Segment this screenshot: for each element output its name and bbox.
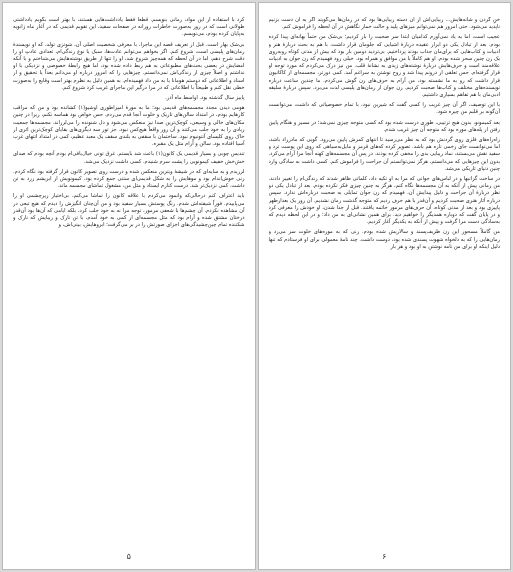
- left-page: [2, 2, 256, 570]
- paragraph: پاییز سال گذشته بود. اواسط ماه آذر.: [165, 95, 245, 102]
- paragraph: عجیب است، اما به یاد نمی‌آورم کدامیان ابتدا سر صحبت را باز کردیم؛ بی‌شک من حتماً بهانه‌ای پیدا کرده بودم. بعد از تبادل یکی دو ابراز عقیده دربارهٔ اشیایی که جلومان قرار داشت، با هم به بحث دربارهٔ هنر و ادبیات و کتاب‌هایی که برای‌مان جذاب بودند پرداختیم. بی‌تردید دومین بار بود که بیش از مدتی کوتاه روبه‌روی یک زن چنین سحر شده بودم. او هم کاملاً با من موافق و همراه بود. خیلی زود فهمیدم که زن جوان به ادبیات علاقه‌مند است و حرف‌هایش دربارهٔ نوشته‌های ژیدی به نشانهٔ قلب. من نیز درک می‌کردم که مورد توجه او قرار گرفته‌ام. حس تعلقی از درونم پیدا شد و روح نوشتن به سراغم آمد. کمی دورتر، مجسمه‌ای از کاکانیون قرار داشت که رو به ما نشسته بود، من آرام به حرف‌های زن گوش می‌کردم. ما چندین ساعت درباره نویسنده‌های مختلف و کتاب‌ها صحبت کردیم. زن جوان از رمان‌های پلیسی لذت می‌برد. سپس دربارهٔ سلیقه ادبی‌مان با هم تفاهم بسیاری داشتیم.: [268, 34, 500, 99]
- page-number: ۶: [382, 552, 387, 561]
- page-number: ۵: [126, 552, 131, 561]
- left-page-text: [13, 17, 245, 545]
- right-page-text: [269, 17, 501, 545]
- paragraph: در ساخت گرانبها و در لباس‌های جوانی که مرا به او تکیه داد، کلماتی ظاهر شدند که زندگی‌ام را تغییر دادند. من زمانی پیش از آنکه به آن مجسمه‌ها نگاه کنم، هرگز به چنین چیزی فکر نکرده بودم. بعد از تبادل یکی دو نظر دربارهٔ آن جراحت و دلیل پیدایش آن، فهمیدم که زن جوان تمایلی به صحبت درباره‌اش ندارد. سپس درباره آثار هنری صحبت کردیم و آن‌قدر با هم حرف زدیم که متوجه گذشت زمان نشدیم. آن روز یک بعدازظهر پاییزی بود و بعد از مدتی کوتاه، آن حرف‌های مرموز خاتمه یافتند. قبل از جدا شدن، او خودش را معرفی کرد و در پایان گفت که دوباره همدیگر را خواهیم دید. برای همین نشانی‌ای به من داد؛ و در این لحظه دیدم که به‌سادگی دست مرا گرفت و پیش از آنکه به یکدیگر آغاز کردیم.: [268, 176, 500, 226]
- book-spread: [2, 2, 511, 570]
- paragraph: با این توصیف، اگر آن چیز غریب را کسی گفت که شیرین نبود، با تمام خصوصیاتی که داشت، می‌توانست آن‌گونه بر قلبم من چیره شود.: [268, 102, 500, 116]
- paragraph: خنِ گردن و شانه‌هایش... زیبایی‌اش از آن دسته زیبایی‌ها بود که در رمان‌ها می‌گویند اگر به آن دست بزنیم ناپدید می‌شود. حتی امروز هم نمی‌توانم میزهای پلید و حالت خمار نگاهش در آن لحظه را فراموش کنم.: [268, 17, 500, 31]
- paragraph: باید اعتراف کنم درحالی‌که وانمود می‌کردم با علاقه کانون را تماشا می‌کنم، بی‌اختیار زیرچشمی او را می‌پاییدم. فوراً شیفته‌اش شدم. رنگ پوستش بسیار سفید بود و من آن‌چنان انگیزش را دیدم که هیچ تبعی در آن مشاهده نکردم. آن چشم‌ها با شعفی مرموز، توجه مرا نه به خود جلب کرد، بلکه ایامی که آن‌ها بود آن‌قدر درختان مشتق شده و آرام بود که مثل مجسمه‌ای از کمی به خود آمدم، با تن نازک و زیبایش که نازک و شکننده تمام چین‌چشیدگی‌های اجزای صورتش را در بر می‌گرفت؛ ابروهایش، بینی‌اش، و: [13, 193, 245, 229]
- paragraph: من گاملاً مسحور این زن ظریف‌پسند و سالاریش شده بودم. زنی که به موزه‌های خلوت سر می‌زد و رمان‌هایی را که به دلخواه شهوت پسندی شده بود، دوست داشت. چند نامهٔ معمولی برای او فرستادم که تنها دلیل اینکه او برای من نامه نوشتن به او بود و هر بار: [268, 229, 500, 250]
- paragraph: لرزیدم و به سایه‌ای که در شیشهٔ ویترین منعکس شده و درست روی تصویر کانون قرار گرفته بود نگاه کردم. زنی خوش‌اندام بود و موهایش را به شکل قدیمی‌ای ستنی جمع کرده بود. کیمونویش از ابریشم زرد به تن داشت. کمی نزدیک‌تر شد. درست کنارم ایستاد و مثل من، مشغول تماشای مجسمه ماند.: [13, 168, 245, 190]
- paragraph: بعد کمیمونو، بدون هیچ ترتیبی، طوری درست شده بود که کسی متوجه چیزی نمی‌شد؛ در مسیر و هنگام پایین رفتن از پله‌های موزه بود که متوجه آن چیز غریب شدم.: [268, 119, 500, 133]
- paragraph: کرد با استفاده از این مواد، رمانی بنویسم. قطعاً فقط یادداشت‌هایی هستند، با بهتر است بگویم یادداشتی طولانی است که در روز به‌صورت خاطرات روزانه در صفحات سفید، این تقویم قدیمی که در آغاز ماه ژانویه به‌پایان کرده بودم، می‌نویسم.: [13, 17, 245, 38]
- paragraph: بی‌شک بهار است. قبل از تعریف قصه این ماجرا، با معرفی شخصیت اصلی آن، شوتزی تولد، که او نویسندهٔ رمان‌های پلیسی است، شروع کنم. اگر بخواهم می‌توانم عادت‌ها، سبک یا نوع زندگی‌ام، تعدادی عادتِ او را دقت شرح دهم، اما در آن لحظه که همه‌چیز شروع شد، او را تنها از طریق نوشته‌هایش می‌شناختم و با آنکه امضایش در بعضی بحث‌های مطبوعاتی به هم ربط داده شده بود، اما هیچ رابطهٔ خصوصی و نزدیکی با او نداشتم و اصلاً چیزی از زندگی‌اش نمی‌دانستم. چیزهایی را که امروز درباره او می‌دانم بعداً یا تحقیق و از اسناد و اطلاعاتی که دوستم هومانا با به من داد فهمیده‌ام. به همین دلیل به نظرم بهتر است وقایع را به‌صورت خطی نقل کنم و طبیعتاً با اطلاعاتی که در مرا درگیر این ماجرای غریب کرد شروع کنم.: [13, 41, 245, 91]
- paragraph: هومی دیدن مجدد مجسمه‌های قدیمی بود؛ ما به موزهٔ امپراطوری اوشیو(۱) کشانده بود و من که مراقب کارهایم بودم، در امتداد سالن‌های تاریک و خلوت آنجا قدم می‌زدم. حس خواص بود هماسه نکنم، زیرا در چنین مکان‌های خالی و وسیعی، کوچک‌ترین صدا نیز منعکس می‌شود و دل شنونده را می‌لرزاند. مجسمه‌ها جمعیت زیادی را به خود جلب می‌کنند و آن روز واقعاً هیچ‌کس نبود. جز تور سه دیگری‌های بقایای کوچک‌ترین اثری از خاک روی کلیسای آنتونیوم نبود. ساختمان با سقفی به بلندی سقف یک معبد عظیم، کمی در امتداد انتهای غرب آسیا افتاده بود. سالن و آرام مثل یک مقبره.: [13, 105, 245, 148]
- paragraph: تندیس چوبی و بسیار قدیمی یک کانون(۱) باعث شد بایستم. غرق تونی خیال‌بافی‌ام بودم آنچه بودم که صدای خش‌خش خفیف کیمونویی را پشت سرم شنیدم. کسی داشت نزدیک می‌شد.: [13, 151, 245, 165]
- paragraph: راه‌راه‌های فلزی روی گردنش بود که به نظر می‌رسید تا انتهای کمرش پایین می‌رود. گویی که مادرزاد باشد، اما می‌توانست جای زخمی تازه هم باشد. تصویر کرده که‌های قرمز و مایل‌به‌سیاهی که روی این پوست ترد و سفید نقش می‌بستند، نماد زیبایی بدی را مخفی کرده بودند. در پس آن مجسمه‌های کهنه آنجا مرا آرام می‌کرد. بدون این چیزهایی که می‌دانستم، هرگز نمی‌توانستم آن جراحت را فراموش کنم. کسی داشت به سادگی وارد چنین دنیای تاریکی می‌شد.: [268, 137, 500, 172]
- right-page: [258, 2, 512, 570]
